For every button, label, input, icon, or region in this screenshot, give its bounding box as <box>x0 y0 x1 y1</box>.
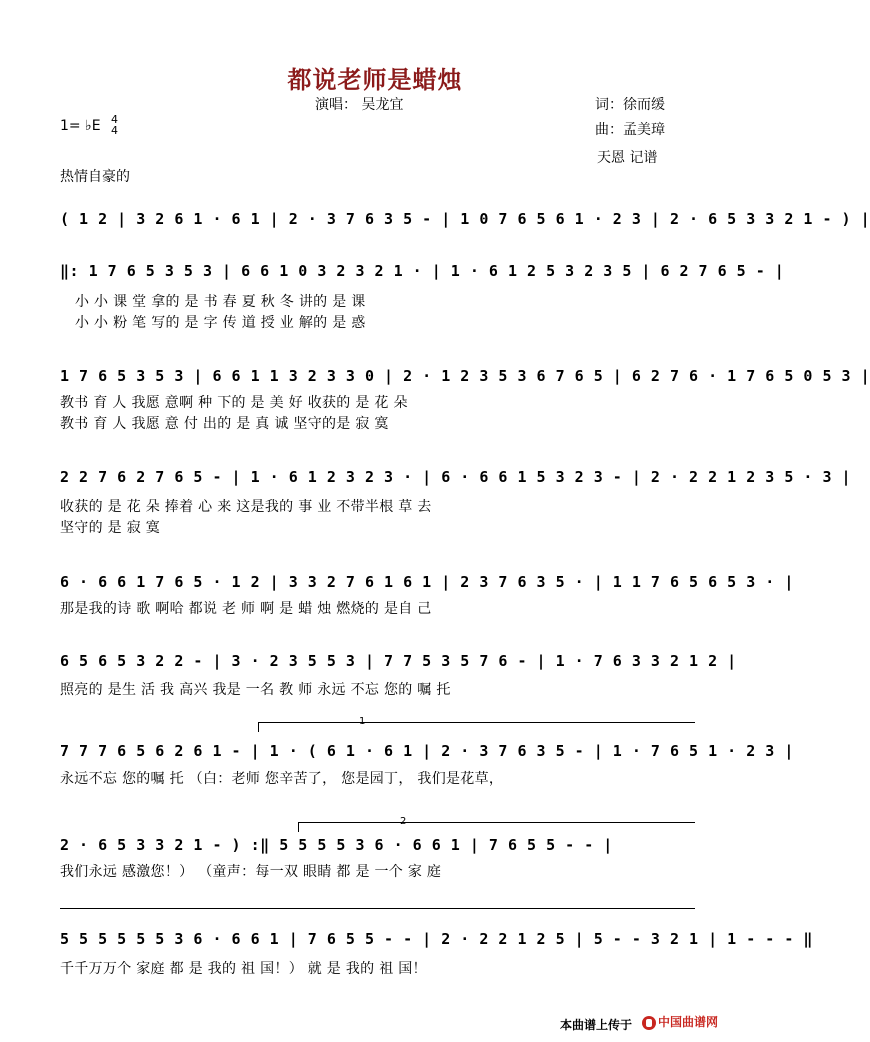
score-line-2: ‖: 1 7 6 5 3 5 3 | 6 6 1 0 3 2 3 2 1 · | 1 · 6 1 2 5 3 2 3 5 | 6 2 7 6 5 - | <box>60 262 785 280</box>
lyric-line-5: 那是我的诗 歌 啊哈 都说 老 师 啊 是 蜡 烛 燃烧的 是自 己 <box>60 601 432 617</box>
time-signature-bottom: 4 <box>111 124 118 137</box>
score-line-6: 6 5 6 5 3 2 2 - | 3 · 2 3 5 5 3 | 7 7 5 3 5 7 6 - | 1 · 7 6 3 3 2 1 2 | <box>60 652 737 670</box>
lyricist-credit: 词：徐而缓 <box>595 97 665 113</box>
lyric-line-9: 千千万万个 家庭 都 是 我的 祖 国！） 就 是 我的 祖 国！ <box>60 961 427 977</box>
footer-upload: 本曲谱上传于 <box>560 1018 633 1032</box>
volta-number-2: 2 <box>400 816 407 827</box>
score-line-1: ( 1 2 | 3 2 6 1 · 6 1 | 2 · 3 7 6 3 5 - | 1 0 7 6 5 6 1 · 2 3 | 2 · 6 5 3 3 2 1 - ) | <box>60 210 870 228</box>
time-signature <box>111 114 118 136</box>
lyric-line-3a: 教书 育 人 我愿 意啊 种 下的 是 美 好 收获的 是 花 朵 <box>60 395 408 411</box>
site-name: 中国曲谱网 <box>658 1015 719 1029</box>
lyric-line-4b: 坚守的 是 寂 寞 <box>60 520 161 536</box>
score-line-9: 5 5 5 5 5 5 3 6 · 6 6 1 | 7 6 5 5 - - | 2 · 2 2 1 2 5 | 5 - - 3 2 1 | 1 - - - ‖ <box>60 930 813 948</box>
lyric-line-6: 照亮的 是生 活 我 高兴 我是 一名 教 师 永远 不忘 您的 嘱 托 <box>60 682 451 698</box>
score-line-7: 7 7 7 6 5 6 2 6 1 - | 1 · ( 6 1 · 6 1 | 2 · 3 7 6 3 5 - | 1 · 7 6 5 1 · 2 3 | <box>60 742 794 760</box>
volta-bracket-1-tick <box>258 722 259 732</box>
continuation-rule <box>60 908 695 909</box>
lyric-line-4a: 收获的 是 花 朵 捧着 心 来 这是我的 事 业 不带半根 草 去 <box>60 499 432 515</box>
lyric-line-2b: 小 小 粉 笔 写的 是 字 传 道 授 业 解的 是 惑 <box>75 315 366 331</box>
composer-credit: 曲：孟美璋 <box>595 122 665 138</box>
transcriber-credit: 天恩 记谱 <box>597 150 658 166</box>
time-signature-top: 4 <box>111 113 118 126</box>
volta-number-1: 1 <box>359 716 366 727</box>
volta-bracket-1 <box>258 722 695 723</box>
lyric-line-2a: 小 小 课 堂 拿的 是 书 春 夏 秋 冬 讲的 是 课 <box>75 294 366 310</box>
score-line-5: 6 · 6 6 1 7 6 5 · 1 2 | 3 3 2 7 6 1 6 1 | 2 3 7 6 3 5 · | 1 1 7 6 5 6 5 3 · | <box>60 573 794 591</box>
key-signature: 1= ♭E <box>60 118 101 134</box>
footer-site-link[interactable] <box>642 1013 718 1030</box>
volta-bracket-2 <box>298 822 695 823</box>
tempo-marking: 热情自豪的 <box>60 169 130 185</box>
site-logo-icon <box>642 1016 656 1030</box>
volta-bracket-2-tick <box>298 822 299 832</box>
lyric-line-7: 永远不忘 您的嘱 托 （白：老师 您辛苦了， 您是园丁， 我们是花草， <box>60 771 504 787</box>
score-line-8: 2 · 6 5 3 3 2 1 - ) :‖ 5 5 5 5 3 6 · 6 6 1 | 7 6 5 5 - - | <box>60 836 613 854</box>
lyric-line-8: 我们永远 感激您！） （童声：每一双 眼睛 都 是 一个 家 庭 <box>60 864 442 880</box>
score-line-4: 2 2 7 6 2 7 6 5 - | 1 · 6 1 2 3 2 3 · | 6 · 6 6 1 5 3 2 3 - | 2 · 2 2 1 2 3 5 · 3 | <box>60 468 852 486</box>
page-title: 都说老师是蜡烛 <box>287 66 463 94</box>
singer-credit: 演唱： 吴龙宜 <box>315 97 404 113</box>
lyric-line-3b: 教书 育 人 我愿 意 付 出的 是 真 诚 坚守的是 寂 寞 <box>60 416 389 432</box>
score-line-3: 1 7 6 5 3 5 3 | 6 6 1 1 3 2 3 3 0 | 2 · 1 2 3 5 3 6 7 6 5 | 6 2 7 6 · 1 7 6 5 0 5 3 | <box>60 367 870 385</box>
